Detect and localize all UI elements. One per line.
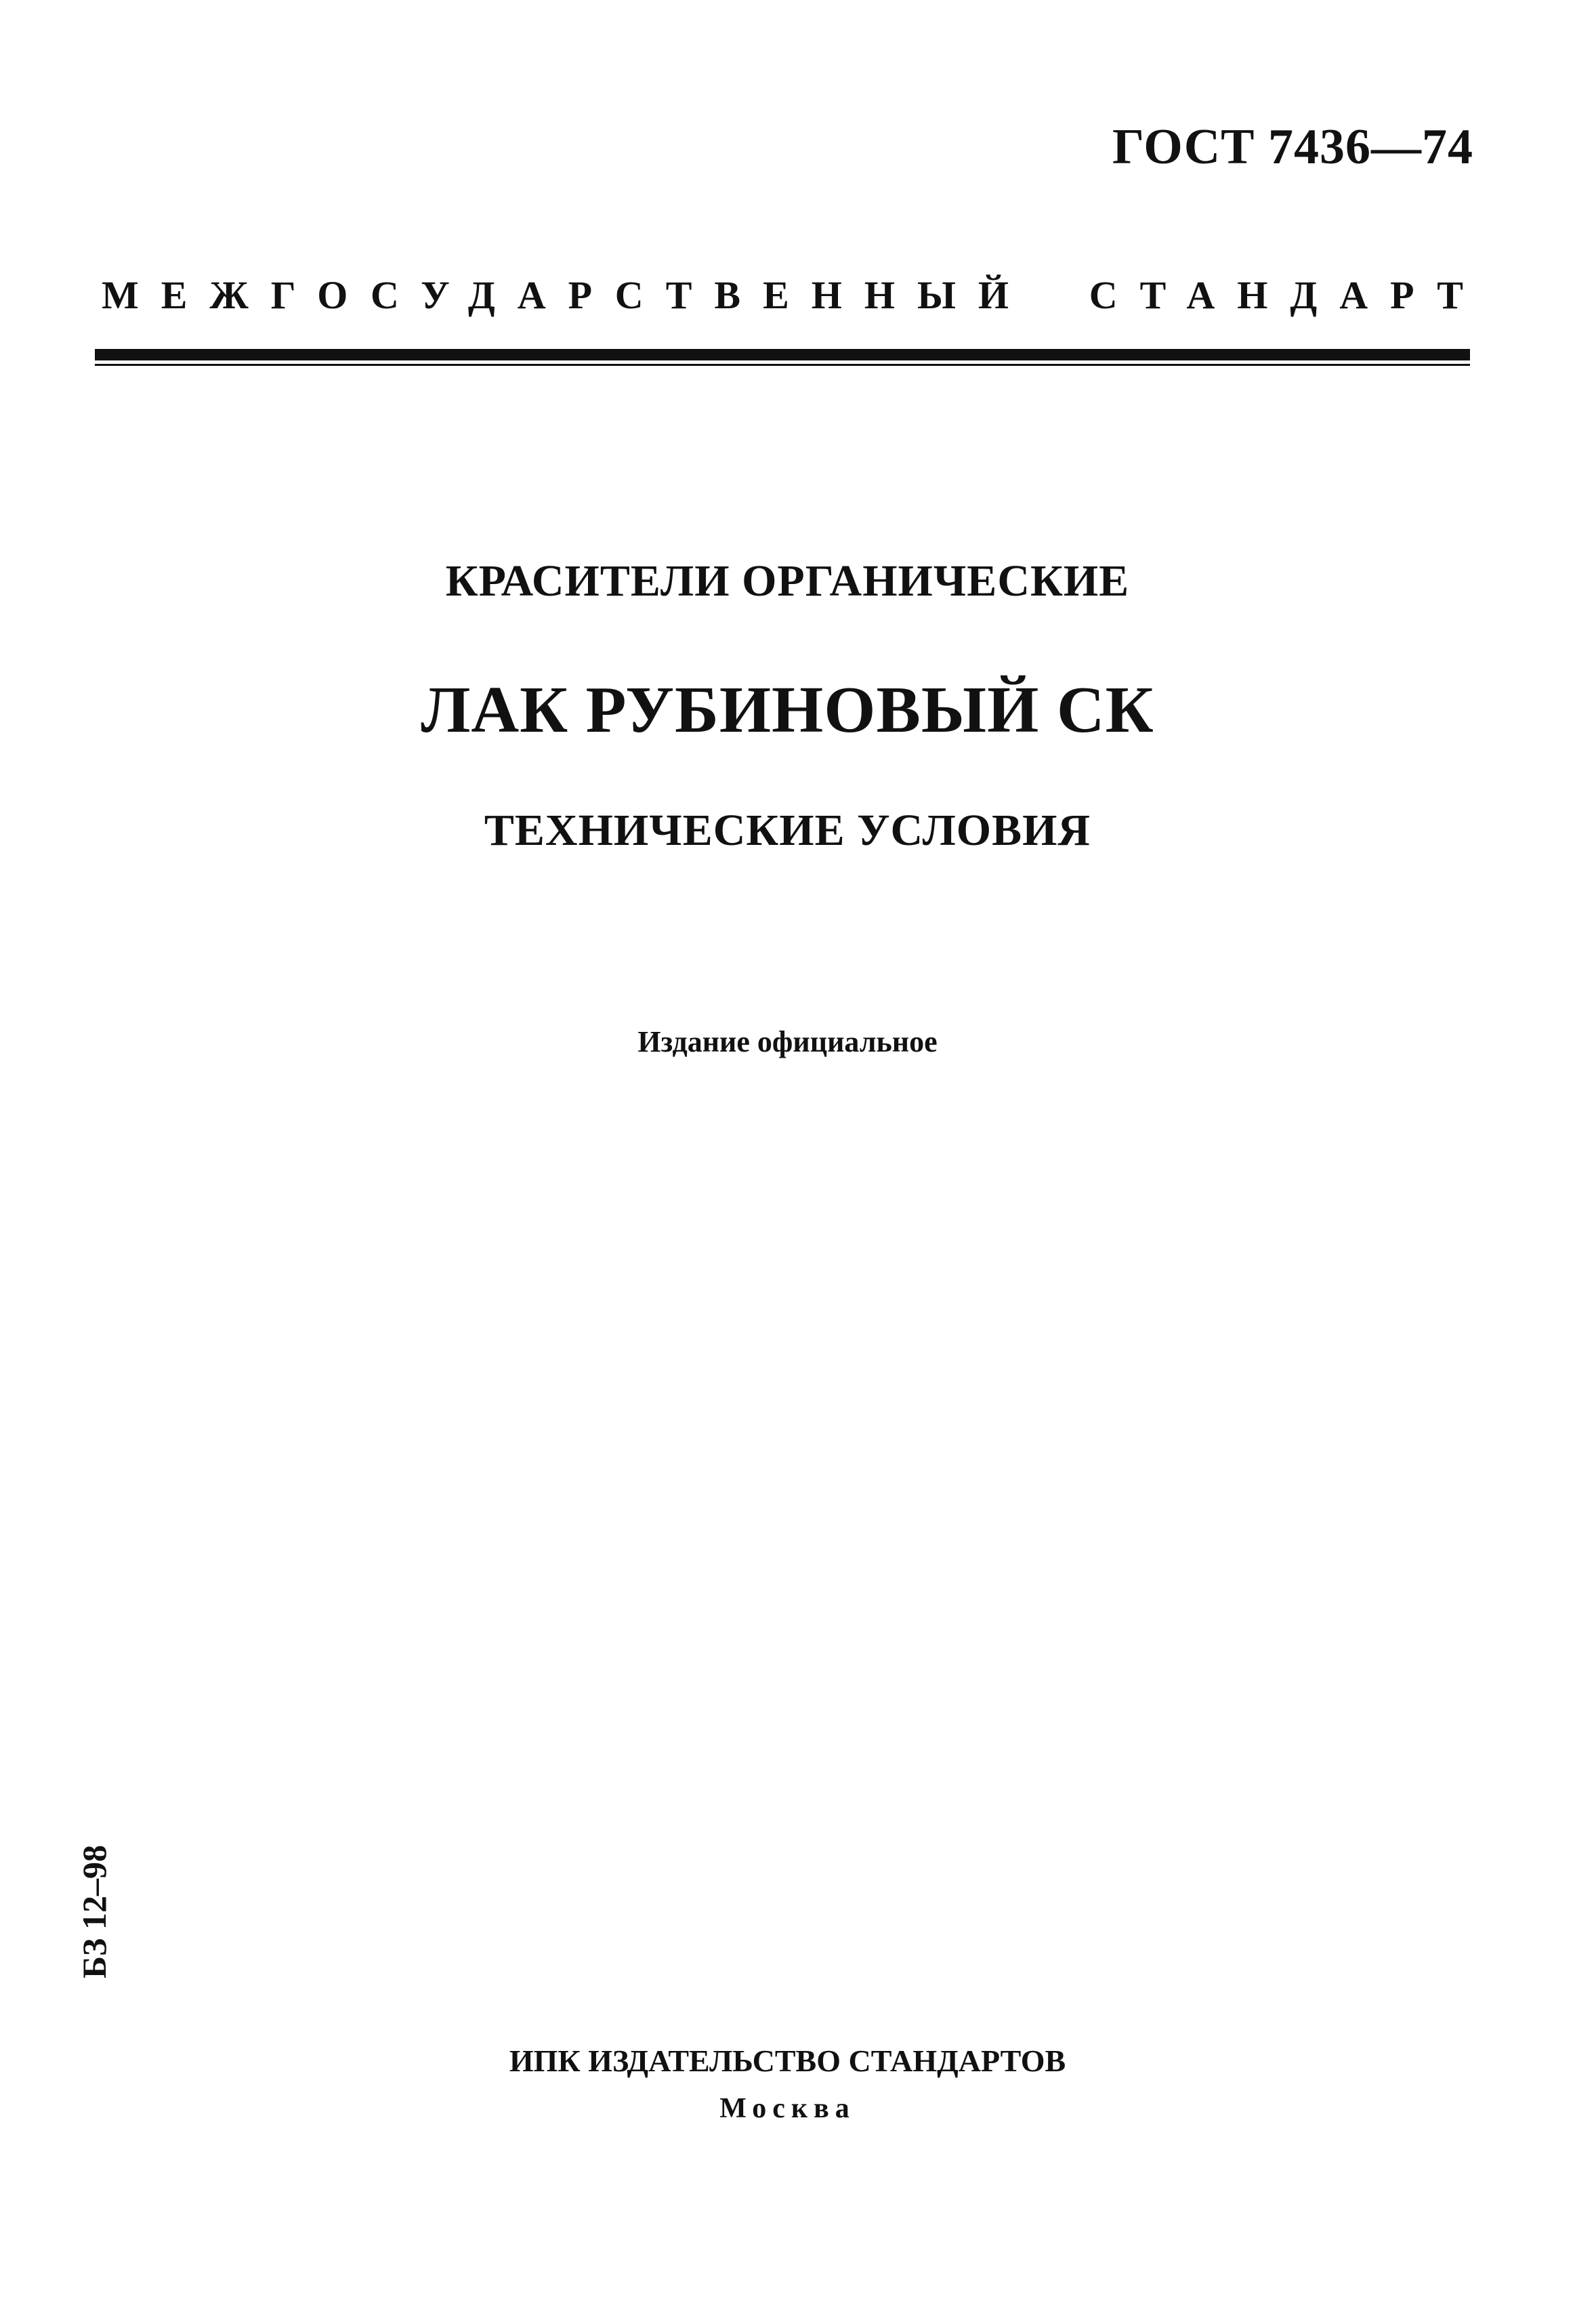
publisher-city: Москва [719, 2093, 856, 2124]
title-line-1: КРАСИТЕЛИ ОРГАНИЧЕСКИЕ [445, 556, 1130, 606]
category-word-interstate: МЕЖГОСУДАРСТВЕННЫЙ [102, 273, 1032, 317]
main-title: ЛАК РУБИНОВЫЙ СК [421, 673, 1154, 747]
standard-category [102, 272, 1486, 318]
publisher-name: ИПК ИЗДАТЕЛЬСТВО СТАНДАРТОВ [509, 2043, 1066, 2078]
header-rule-thin [95, 364, 1470, 366]
side-code: БЗ 12–98 [75, 1845, 113, 1978]
category-word-standard: СТАНДАРТ [1089, 273, 1486, 317]
edition-label: Издание официальное [637, 1025, 938, 1058]
document-number: ГОСТ 7436—74 [1112, 119, 1473, 175]
title-line-3: ТЕХНИЧЕСКИЕ УСЛОВИЯ [484, 806, 1091, 855]
header-rule [95, 349, 1470, 360]
